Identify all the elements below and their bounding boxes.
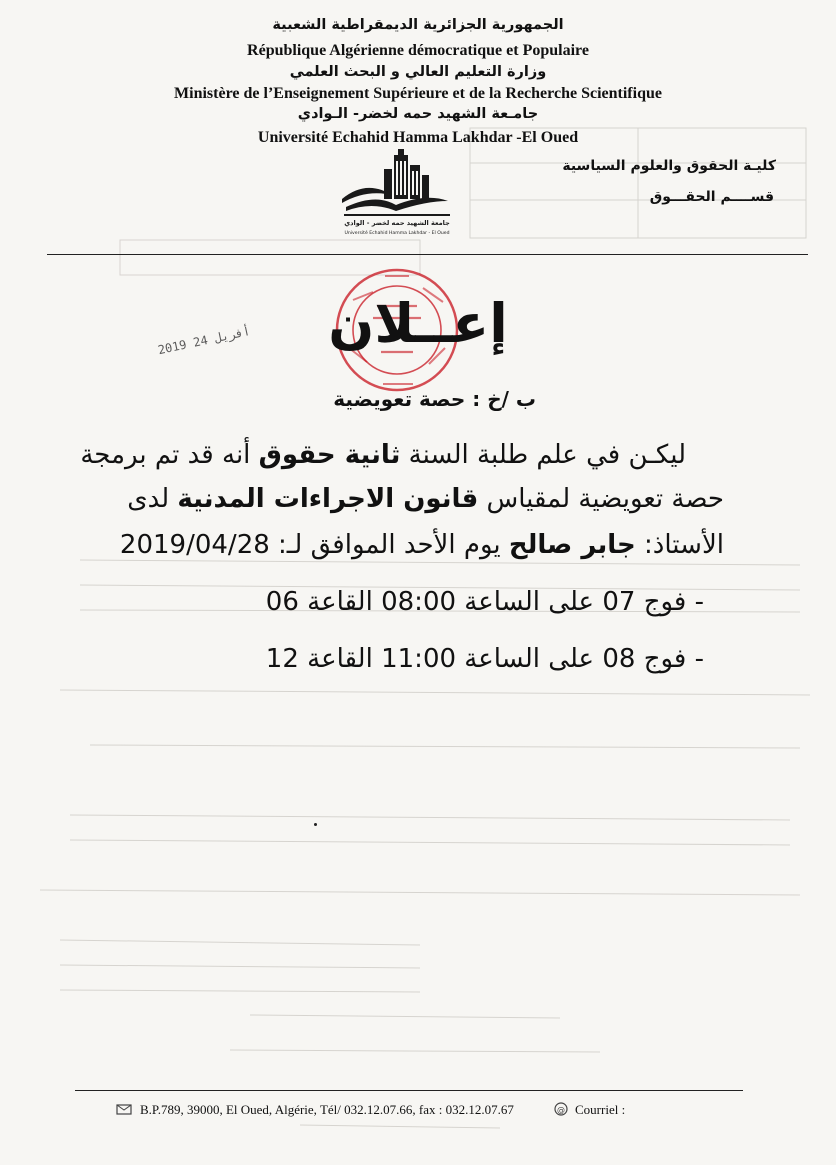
date-stamp-text: 2019 أفريل 24: [156, 324, 252, 358]
line-1-level: ثانية حقوق: [258, 440, 401, 470]
footer: [0, 1099, 836, 1121]
university-name-arabic: جامـعة الشهيد حمه لخضر- الـوادي: [297, 106, 539, 122]
republic-name-arabic: الجمهورية الجزائرية الديمقراطية الشعبية: [272, 17, 564, 33]
announcement-line-2: [127, 484, 724, 514]
university-logo: [336, 145, 458, 237]
announcement-line-1: [80, 440, 686, 470]
footer-email-label: Courriel :: [575, 1102, 626, 1117]
logo-caption-french: Université Echahid Hamma Lakhdar - El Oued: [344, 231, 450, 236]
department-name: قســــم الحقـــوق: [649, 189, 774, 205]
email-icon: [553, 1102, 569, 1116]
group-07-schedule: - فوج 07 على الساعة 08:00 القاعة 06: [265, 587, 704, 617]
date-stamp: [152, 316, 252, 358]
faculty-name: كليـة الحقوق والعلوم السياسية: [562, 158, 776, 174]
line-1-text-b: أنه قد تم برمجة: [80, 440, 251, 470]
footer-divider: [75, 1090, 743, 1091]
line-2-text-b: لدى: [127, 484, 170, 514]
header-divider: [47, 254, 808, 255]
announcement-title: إعــلان: [328, 292, 508, 355]
announcement-subject: ب /خ : حصة تعويضية: [333, 387, 536, 411]
line-2-module: قانون الاجراءات المدنية: [177, 484, 479, 514]
line-3-date: يوم الأحد الموافق لـ: 2019/04/28: [119, 530, 501, 560]
line-2-text-a: حصة تعويضية لمقياس: [486, 484, 724, 514]
university-name-french: Université Echahid Hamma Lakhdar -El Oued: [257, 129, 579, 146]
svg-text:@: @: [557, 1105, 565, 1115]
line-3-text-a: الأستاذ:: [644, 530, 724, 560]
ministry-name-french: Ministère de l’Enseignement Supérieure et de la Recherche Scientifique: [174, 85, 662, 102]
group-08-schedule: - فوج 08 على الساعة 11:00 القاعة 12: [265, 644, 704, 674]
ministry-name-arabic: وزارة التعليم العالي و البحث العلمي: [289, 64, 547, 80]
line-1-text-a: ليكـن في علم طلبة السنة: [408, 440, 686, 470]
mailbox-icon: [116, 1102, 132, 1116]
line-3-professor: جابر صالح: [508, 530, 636, 560]
announcement-line-3: [120, 530, 724, 560]
republic-name-french: République Algérienne démocratique et Populaire: [247, 42, 589, 59]
footer-address: B.P.789, 39000, El Oued, Algérie, Tél/ 032.12.07.66, fax : 032.12.07.67: [140, 1102, 514, 1117]
logo-caption-arabic: جامعة الشهيد حمه لخضر - الوادي: [344, 219, 450, 227]
stray-mark: [314, 823, 317, 826]
